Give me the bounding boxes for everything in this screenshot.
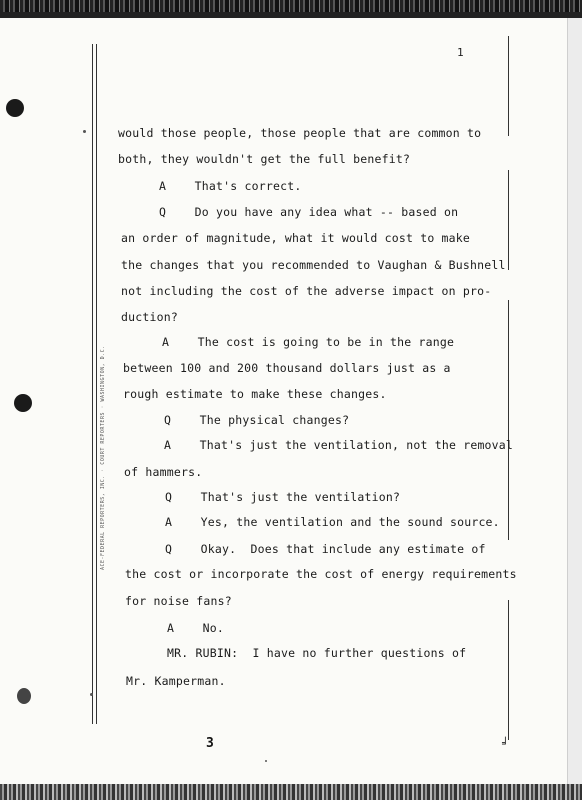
reporter-margin-stamp: ACE-FEDERAL REPORTERS, INC. · COURT REPORTERS · WASHINGTON, D.C. (100, 345, 106, 570)
right-margin-rule-top (508, 36, 509, 136)
transcript-line: not including the cost of the adverse impact on pro- (121, 284, 492, 298)
transcript-question: Q The physical changes? (164, 413, 350, 427)
transcript-question: Q Do you have any idea what -- based on (159, 205, 459, 219)
scan-speck (83, 130, 86, 133)
transcript-line: of hammers. (124, 465, 203, 479)
transcript-line: the cost or incorporate the cost of energy requirements (125, 567, 517, 581)
transcript-line: duction? (121, 310, 178, 324)
left-margin-rule-outer (92, 44, 93, 724)
transcript-answer: A No. (167, 621, 224, 635)
binder-hole-middle (14, 394, 32, 412)
right-margin-rule-lower (508, 600, 509, 740)
bottom-right-mark: ╛ (502, 737, 509, 750)
transcript-line: for noise fans? (125, 594, 232, 608)
scan-edge-top-shadow (0, 12, 582, 18)
transcript-line: rough estimate to make these changes. (123, 387, 387, 401)
transcript-line: both, they wouldn't get the full benefit? (118, 152, 411, 166)
scan-speck (265, 760, 267, 762)
transcript-speaker-line: MR. RUBIN: I have no further questions of (167, 646, 467, 660)
transcript-line: the changes that you recommended to Vaughan & Bushnell (121, 258, 506, 272)
transcript-answer: A That's just the ventilation, not the removal (164, 438, 514, 452)
transcript-question: Q Okay. Does that include any estimate of (165, 542, 486, 556)
page-number: 1 (457, 46, 464, 59)
binder-hole-top (6, 99, 24, 117)
scan-edge-right (567, 18, 582, 784)
right-margin-rule-upper (508, 170, 509, 270)
binder-hole-bottom (17, 688, 31, 704)
transcript-answer: A That's correct. (159, 179, 302, 193)
left-margin-rule-inner (96, 44, 97, 724)
transcript-answer: A The cost is going to be in the range (162, 335, 455, 349)
transcript-line: Mr. Kamperman. (126, 674, 226, 688)
scan-speck (90, 693, 93, 696)
transcript-line: would those people, those people that are common to (118, 126, 482, 140)
transcript-line: an order of magnitude, what it would cost to make (121, 231, 471, 245)
transcript-question: Q That's just the ventilation? (165, 490, 401, 504)
transcript-answer: A Yes, the ventilation and the sound source. (165, 515, 500, 529)
bottom-handwritten-mark: 3 (206, 736, 214, 751)
transcript-line: between 100 and 200 thousand dollars just as a (123, 361, 451, 375)
right-margin-rule-middle (508, 300, 509, 540)
scan-edge-top (0, 0, 582, 12)
scan-edge-bottom (0, 784, 582, 800)
